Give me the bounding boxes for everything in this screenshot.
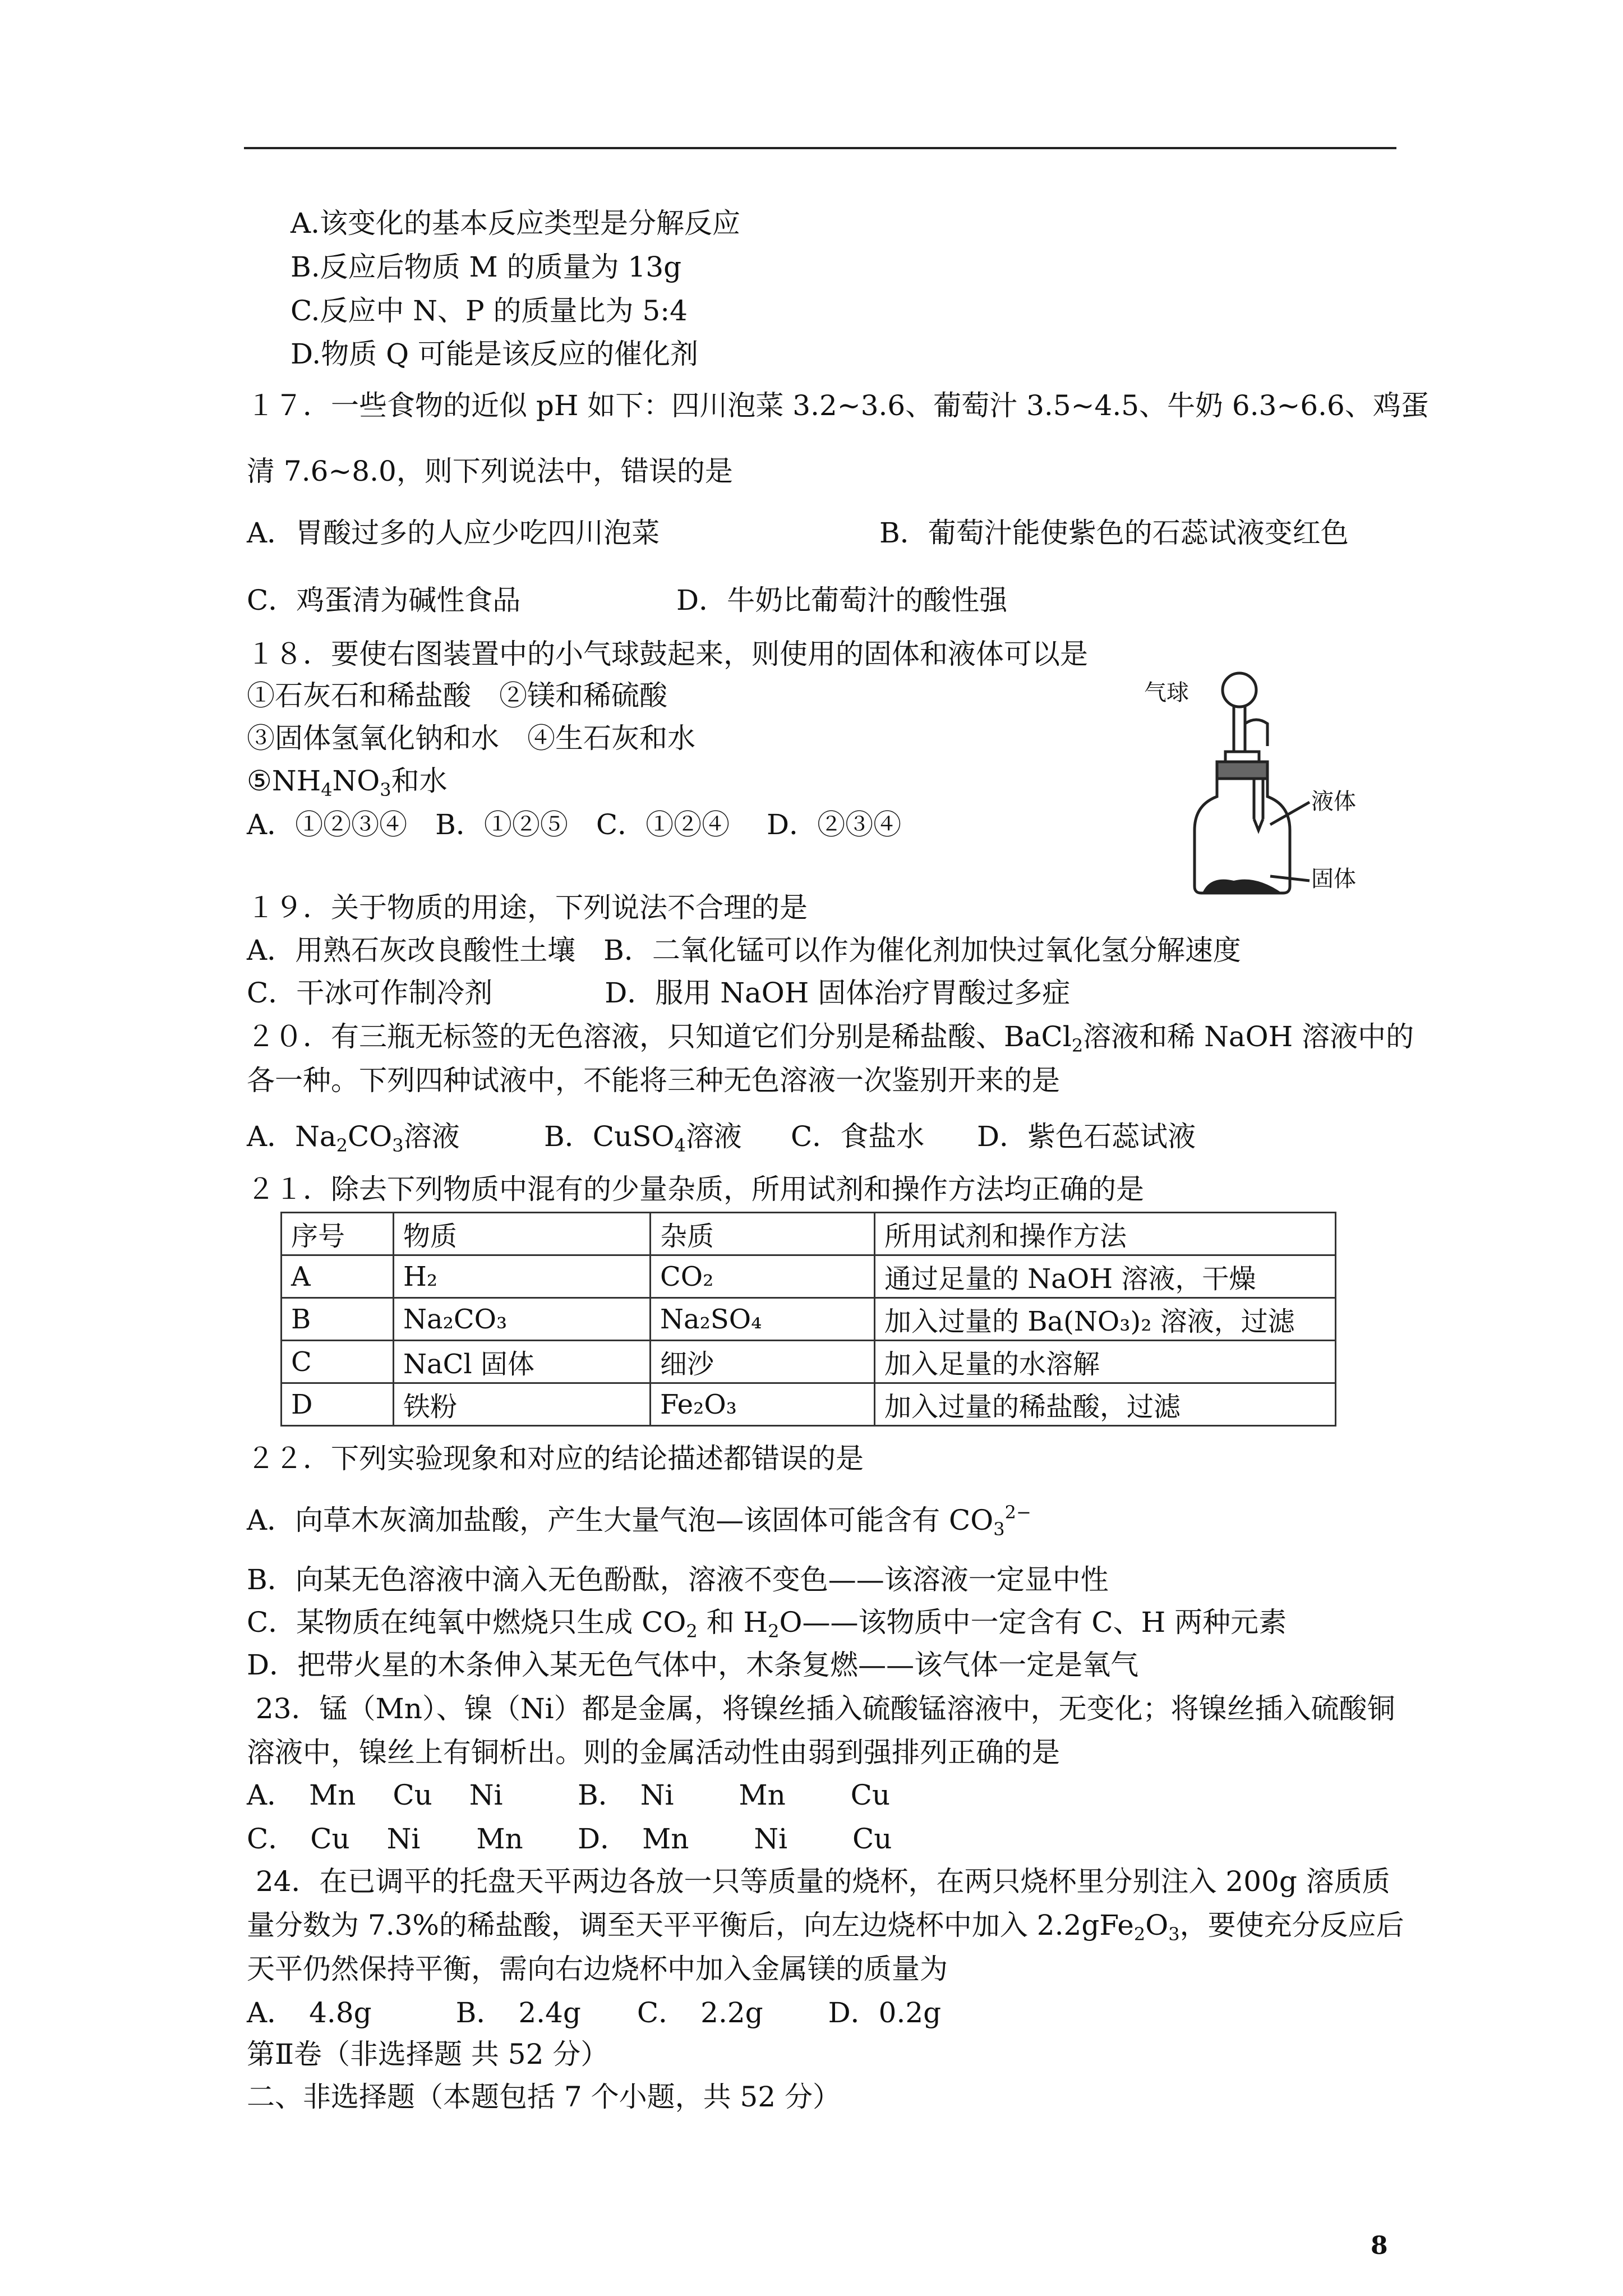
q18-choices-3: $⑤NH_4NO_3$和水 bbox=[247, 765, 448, 800]
q23-option-b: B． Ni Mn Cu bbox=[578, 1779, 891, 1811]
part2-section-heading: 二、非选择题（本题包括 7 个小题，共 52 分） bbox=[247, 2081, 841, 2113]
q16-option-c: C.反应中 N、P 的质量比为 5:4 bbox=[291, 295, 688, 327]
table-row bbox=[282, 1383, 1336, 1426]
balloon-label: 气球 bbox=[1144, 680, 1189, 706]
q20-stem-line2: 各一种。下列四种试液中，不能将三种无色溶液一次鉴别开来的是 bbox=[247, 1064, 1060, 1097]
q23-stem-line2: 溶液中，镍丝上有铜析出。则的金属活动性由弱到强排列正确的是 bbox=[247, 1736, 1060, 1769]
q16-option-b: B.反应后物质 M 的质量为 13g bbox=[291, 251, 682, 283]
q20-stem-line1: ２０．有三瓶无标签的无色溶液，只知道它们分别是稀盐酸、BaCl$_2$溶液和稀 NaOH 溶液中的 bbox=[247, 1020, 1414, 1056]
q20-option-c: C．食盐水 bbox=[791, 1120, 925, 1153]
q17-option-b: B．葡萄汁能使紫色的石蕊试液变红色 bbox=[879, 517, 1349, 549]
q17-option-a: A．胃酸过多的人应少吃四川泡菜 bbox=[247, 517, 660, 549]
q23-option-a: A． Mn Cu Ni bbox=[247, 1779, 503, 1811]
q18-answers: A．①②③④ B．①②⑤ C．①②④ D．②③④ bbox=[247, 808, 902, 841]
balloon-apparatus-figure bbox=[1144, 668, 1391, 903]
q23-option-d: D． Mn Ni Cu bbox=[578, 1823, 892, 1855]
q19-options-ab: A．用熟石灰改良酸性土壤 B．二氧化锰可以作为催化剂加快过氧化氢分解速度 bbox=[247, 934, 1241, 967]
q23-option-c: C． Cu Ni Mn bbox=[247, 1823, 523, 1855]
q22-option-d: D．把带火星的木条伸入某无色气体中，木条复燃——该气体一定是氧气 bbox=[247, 1649, 1139, 1681]
q19-stem: １９．关于物质的用途，下列说法不合理的是 bbox=[247, 891, 808, 924]
header-rule bbox=[244, 147, 1396, 149]
q16-option-d: D.物质 Q 可能是该反应的催化剂 bbox=[291, 338, 698, 370]
q16-option-a: A.该变化的基本反应类型是分解反应 bbox=[291, 207, 741, 240]
q24-stem-line2: 量分数为 7.3%的稀盐酸，调至天平平衡后，向左边烧杯中加入 $2.2gFe_2O_3$，要使充分反应后 bbox=[247, 1909, 1404, 1945]
table-cell: 加入过量的 Ba(NO₃)₂ 溶液，过滤 bbox=[875, 1298, 1336, 1341]
q24-stem-line3: 天平仍然保持平衡，需向右边烧杯中加入金属镁的质量为 bbox=[247, 1953, 948, 1985]
q22-option-c: C．某物质在纯氧中燃烧只生成 $CO_2$ 和 $H_2O——$该物质中一定含有 C、H 两种元素 bbox=[247, 1606, 1287, 1642]
table-cell: CO₂ bbox=[651, 1255, 875, 1298]
q20-option-b: B．CuSO$_4$溶液 bbox=[544, 1120, 742, 1156]
table-cell: D bbox=[282, 1383, 394, 1426]
q18-choices-2: ③固体氢氧化钠和水 ④生石灰和水 bbox=[247, 722, 695, 754]
q17-option-c: C．鸡蛋清为碱性食品 bbox=[247, 584, 521, 616]
table-cell: 加入过量的稀盐酸，过滤 bbox=[875, 1383, 1336, 1426]
q21-table bbox=[280, 1212, 1336, 1427]
table-cell: 铁粉 bbox=[394, 1383, 651, 1426]
table-cell: C bbox=[282, 1341, 394, 1383]
table-cell: Fe₂O₃ bbox=[651, 1383, 875, 1426]
table-row bbox=[282, 1341, 1336, 1383]
table-cell: 细沙 bbox=[651, 1341, 875, 1383]
q20-option-a: A．$Na_2CO_3$溶液 bbox=[247, 1120, 460, 1156]
q18-stem: １８．要使右图装置中的小气球鼓起来，则使用的固体和液体可以是 bbox=[247, 638, 1088, 670]
table-header-cell: 所用试剂和操作方法 bbox=[875, 1213, 1336, 1255]
part2-title: 第Ⅱ卷（非选择题 共 52 分） bbox=[247, 2038, 609, 2070]
q21-stem: ２１．除去下列物质中混有的少量杂质，所用试剂和操作方法均正确的是 bbox=[247, 1173, 1144, 1205]
q24-stem-line1: 24．在已调平的托盘天平两边各放一只等质量的烧杯，在两只烧杯里分别注入 200g 溶质质 bbox=[247, 1865, 1390, 1898]
liquid-label: 液体 bbox=[1311, 789, 1356, 815]
q17-stem-line1: １７．一些食物的近似 pH 如下：四川泡菜 3.2~3.6、葡萄汁 3.5~4.5、牛奶 6.3~6.6、鸡蛋 bbox=[247, 389, 1429, 422]
table-row bbox=[282, 1298, 1336, 1341]
q17-stem-line2: 清 7.6~8.0，则下列说法中，错误的是 bbox=[247, 455, 733, 487]
q22-option-a: A．向草木灰滴加盐酸，产生大量气泡—该固体可能含有 $CO_3^{2-}$ bbox=[247, 1502, 1031, 1540]
page-number: 8 bbox=[1371, 2231, 1388, 2260]
q17-option-d: D．牛奶比葡萄汁的酸性强 bbox=[676, 584, 1008, 616]
q24-answers: A． 4.8g B． 2.4g C． 2.2g D．0.2g bbox=[247, 1996, 942, 2029]
q22-option-b: B．向某无色溶液中滴入无色酚酞，溶液不变色——该溶液一定显中性 bbox=[247, 1563, 1109, 1596]
table-header-cell: 杂质 bbox=[651, 1213, 875, 1255]
table-cell: A bbox=[282, 1255, 394, 1298]
q19-options-cd: C．干冰可作制冷剂 D．服用 NaOH 固体治疗胃酸过多症 bbox=[247, 977, 1071, 1009]
table-header-cell: 序号 bbox=[282, 1213, 394, 1255]
q23-stem-line1: 23．锰（Mn）、镍（Ni）都是金属，将镍丝插入硫酸锰溶液中，无变化；将镍丝插入硫酸铜 bbox=[247, 1692, 1395, 1725]
table-cell: H₂ bbox=[394, 1255, 651, 1298]
table-row bbox=[282, 1255, 1336, 1298]
q22-stem: ２２．下列实验现象和对应的结论描述都错误的是 bbox=[247, 1442, 864, 1475]
table-cell: Na₂SO₄ bbox=[651, 1298, 875, 1341]
table-cell: 加入足量的水溶解 bbox=[875, 1341, 1336, 1383]
table-header-row bbox=[282, 1213, 1336, 1255]
q20-option-d: D．紫色石蕊试液 bbox=[977, 1120, 1196, 1153]
table-cell: 通过足量的 NaOH 溶液，干燥 bbox=[875, 1255, 1336, 1298]
table-cell: Na₂CO₃ bbox=[394, 1298, 651, 1341]
q18-choices-1: ①石灰石和稀盐酸 ②镁和稀硫酸 bbox=[247, 679, 667, 712]
table-header-cell: 物质 bbox=[394, 1213, 651, 1255]
table-cell: NaCl 固体 bbox=[394, 1341, 651, 1383]
solid-label: 固体 bbox=[1311, 866, 1356, 892]
table-cell: B bbox=[282, 1298, 394, 1341]
